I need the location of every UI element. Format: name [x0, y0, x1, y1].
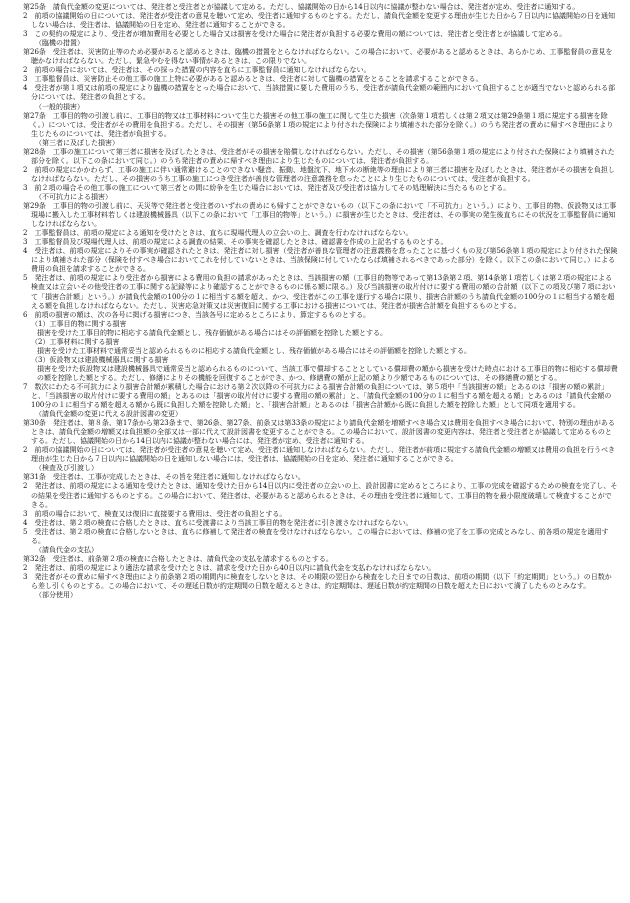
clause-paragraph: 3 工事監督員は、災害防止その他工事の施工上特に必要があると認めるときは、受注者に対して臨機の措置をとることを請求することができる。	[23, 75, 483, 84]
clause-paragraph: 6 前項の損害の額は、次の各号に掲げる損害につき、当該各号に定めるところにより、算定するものとする。	[23, 310, 371, 319]
clause-paragraph: 2 前項の場合においては、受注者は、その採った措置の内容を直ちに工事監督員に通知しなければならない。	[23, 66, 371, 75]
section-heading: （請負代金の支払）	[35, 545, 98, 554]
section-heading: （請負代金額の変更に代える設計図書の変更）	[35, 410, 182, 419]
section-heading: （臨機の措置）	[35, 39, 84, 48]
clause-paragraph: 5 受注者は、第２項の検査に合格しないときは、直ちに修補して発注者の検査を受けなければならない。この場合においては、修補の完了を工事の完成とみなし、前各項の規定を適用する。	[23, 527, 609, 545]
clause-paragraph: 4 受注者が第１項又は前項の規定により臨機の措置をとった場合において、当該措置に要した費用のうち、受注者が請負代金額の範囲内において負担することが適当でないと認められる部分については、発注者の負担とする。	[23, 84, 616, 102]
subclause-heading: （1）工事目的物に関する損害	[31, 319, 127, 328]
clause-paragraph: 3 工事監督員及び現場代理人は、前項の規定による調査の結果、その事実を確認したときは、確認書を作成の上記名するものとする。	[23, 238, 448, 247]
clause-paragraph: 第28条 工事の施工について第三者に損害を及ぼしたときは、受注者がその損害を賠償しなければならない。ただし、その損害（第56条第１項の規定により付された保険により填補された部分を除く。以下この条において同じ。）のうち発注者の責めに帰すべき理由により生じたものについては、発注者が負担する。	[23, 147, 615, 165]
clause-paragraph: 5 発注者は、前項の規定により受注者から損害による費用の負担の請求があったときは、当該損害の額（工事目的物等であって第13条第２項、第14条第１項若しくは第２項の規定による検査又は立会いその他受注者の工事に関する記録等により確認することができるものに係る額に限る。）及び当該損害の取片付けに要する費用の額の合計額（以下この項及び第７項において「損害合計額」という。）が請負代金額の100分の１に相当する額を超え、かつ、受注者がこの工事を遂行する場合に限り、損害合計額のうち請負代金額の100分の１に相当する額を超える額を負担しなければならない。ただし、災害応急対策又は災害復旧に関する工事における損害については、発注者が損害合計額を負担するものとする。	[23, 274, 616, 310]
subclause-heading: （3）仮設物又は建設機械器具に関する損害	[31, 355, 169, 364]
clause-paragraph: 4 受注者は、前項の規定によりその事実が確認されたときは、発注者に対し損害（受注者が善良な管理者の注意義務を怠ったことに基づくもの及び第56条第１項の規定により付された保険により填補された部分（保険を付すべき場合においてこれを付していないときは、当該保険に付していたならば填補されるべきであった部分）を除く。以下この条において同じ。）による費用の負担を請求することができる。	[23, 247, 618, 274]
section-heading: （第三者に及ぼした損害）	[35, 138, 119, 147]
clause-paragraph: 第32条 受注者は、前条第２項の検査に合格したときは、請負代金の支払を請求するものとする。	[23, 554, 333, 563]
clause-paragraph: 4 受注者は、第２項の検査に合格したときは、直ちに受渡書により当該工事目的物を発注者に引き渡さなければならない。	[23, 518, 413, 527]
subclause-text: 損害を受けた仮設物又は建設機械器具で通常妥当と認められるものについて、当該工事で償却することとしている償却費の額から損害を受けた時点における工事目的物に相応する償却費の額を控除した額とする。ただし、修繕によりその機能を回復することができ、かつ、修繕費の額が上記の額より少額であるものについては、その修繕費の額とする。	[37, 364, 618, 382]
clause-paragraph: 第30条 発注者は、第８条、第17条から第23条まで、第26条、第27条、前条又は第33条の規定により請負代金額を増額すべき場合又は費用を負担すべき場合において、特別の理由があるときは、請負代金額の増額又は負担額の全部又は一部に代えて設計図書を変更することができる。この場合において、設計図書の変更内容は、発注者と受注者とが協議して定めるものとする。ただし、協議開始の日から14日以内に協議が整わない場合には、発注者が定め、受注者に通知する。	[23, 419, 615, 446]
section-heading: （不可抗力による損害）	[35, 192, 112, 201]
clause-paragraph: 3 前項の場合において、検査又は復旧に直接要する費用は、受注者の負担とする。	[23, 509, 287, 518]
clause-paragraph: 第29条 工事目的物の引渡し前に、天災等で発注者と受注者のいずれの責めにも帰すことができないもの（以下この条において「不可抗力」という。）により、工事目的物、仮設物又は工事現場に搬入した工事材料若しくは建設機械器具（以下この条において「工事目的物等」という。）に損害が生じたときは、受注者は、その事実の発生後直ちにその状況を工事監督員に通知しなければならない。	[23, 202, 617, 229]
clause-paragraph: 3 発注者がその責めに帰すべき理由により前条第２項の期間内に検査をしないときは、その期限の翌日から検査をした日までの日数は、前項の期間（以下「約定期間」という。）の日数から差し引くものとする。この場合において、その遅延日数が約定期間の日数を超えるときは、約定期間は、遅延日数が約定期間の日数を超えた日において満了したものとみなす。	[23, 572, 612, 590]
clause-paragraph: 2 発注者は、前項の規定により適法な請求を受けたときは、請求を受けた日から40日以内に請負代金を支払わなければならない。	[23, 563, 436, 572]
clause-paragraph: 2 発注者は、前項の規定による通知を受けたときは、通知を受けた日から14日以内に受注者の立会いの上、設計図書に定めるところにより、工事の完成を確認するための検査を完了し、その結果を受注者に通知するものとする。この場合において、発注者は、必要があると認められるときは、その理由を受注者に通知して、工事目的物を最小限度破壊して検査することができる。	[23, 482, 618, 509]
subclause-heading: （2）工事材料に関する損害	[31, 337, 120, 346]
section-heading: （部分使用）	[35, 591, 77, 600]
clause-paragraph: 第26条 受注者は、災害防止等のため必要があると認めるときは、臨機の措置をとらなければならない。この場合において、必要があると認めるときは、あらかじめ、工事監督員の意見を聴かなければならない。ただし、緊急やむを得ない事情があるときは、この限りでない。	[23, 48, 613, 66]
clause-paragraph: 2 前項の協議開始の日については、発注者が受注者の意見を聴いて定め、受注者に通知しなければならない。ただし、発注者が前項に規定する請負代金額の増額又は費用の負担を行うべき理由が生じた日から７日以内に協議開始の日を通知しない場合には、受注者は、協議開始の日を定め、発注者に通知することができる。	[23, 446, 616, 464]
section-heading: （検査及び引渡し）	[35, 464, 98, 473]
clause-paragraph: 第31条 受注者は、工事が完成したときは、その旨を発注者に通知しなければならない。	[23, 473, 305, 482]
subclause-text: 損害を受けた工事目的物に相応する請負代金額とし、残存価値がある場合にはその評価額を控除した額とする。	[37, 328, 387, 337]
clause-paragraph: 3 前２項の場合その他工事の施工について第三者との間に紛争を生じた場合においては、発注者及び受注者は協力してその処理解決に当たるものとする。	[23, 183, 511, 192]
section-heading: （一般的損害）	[35, 102, 84, 111]
subclause-text: 損害を受けた工事材料で通常妥当と認められるものに相応する請負代金額とし、残存価値がある場合にはその評価額を控除した額とする。	[37, 346, 471, 355]
clause-paragraph: 7 数次にわたる不可抗力により損害合計額が累積した場合における第２次以降の不可抗力による損害合計額の負担については、第５項中「当該損害の額」とあるのは「損害の額の累計」と、「当該損害の取片付けに要する費用の額」とあるのは「損害の取片付けに要する費用の額の累計」と、「請負代金額の100分の１に相当する額を超える額」とあるのは「請負代金額の100分の１に相当する額を超える額から既に負担した額を控除した額」と、「損害合計額」とあるのは「損害合計額から既に負担した額を控除した額」として同項を適用する。	[23, 382, 612, 410]
clause-paragraph: 第25条 請負代金額の変更については、発注者と受注者とが協議して定める。ただし、協議開始の日から14日以内に協議が整わない場合は、発注者が定め、受注者に通知する。	[23, 3, 580, 11]
clause-paragraph: 第27条 工事目的物の引渡し前に、工事目的物又は工事材料について生じた損害その他工事の施工に関して生じた損害（次条第１項若しくは第２項又は第29条第１項に規定する損害を除く。）については、受注者がその費用を負担する。ただし、その損害（第56条第１項の規定により付された保険により填補された部分を除く。）のうち発注者の責めに帰すべき理由により生じたものについては、発注者が負担する。	[23, 111, 614, 138]
clause-paragraph: 2 前項の協議開始の日については、発注者が受注者の意見を聴いて定め、受注者に通知するものとする。ただし、請負代金額を変更する理由が生じた日から７日以内に協議開始の日を通知しない場合は、受注者は、協議開始の日を定め、発注者に通知することができる。	[23, 12, 616, 30]
clause-paragraph: 2 前項の規定にかかわらず、工事の施工に伴い通常避けることのできない騒音、振動、地盤沈下、地下水の断絶等の理由により第三者に損害を及ぼしたときは、発注者がその損害を負担しなければならない。ただし、その損害のうち工事の施工につき受注者が善良な管理者の注意義務を怠ったことにより生じたものについては、受注者が負担する。	[23, 165, 615, 183]
clause-paragraph: 3 この契約の規定により、受注者が増加費用を必要とした場合又は損害を受けた場合に発注者が負担する必要な費用の額については、発注者と受注者とが協議して定める。	[23, 30, 567, 39]
clause-paragraph: 2 工事監督員は、前項の規定による通知を受けたときは、直ちに現場代理人の立会いの上、調査を行わなければならない。	[23, 229, 413, 238]
